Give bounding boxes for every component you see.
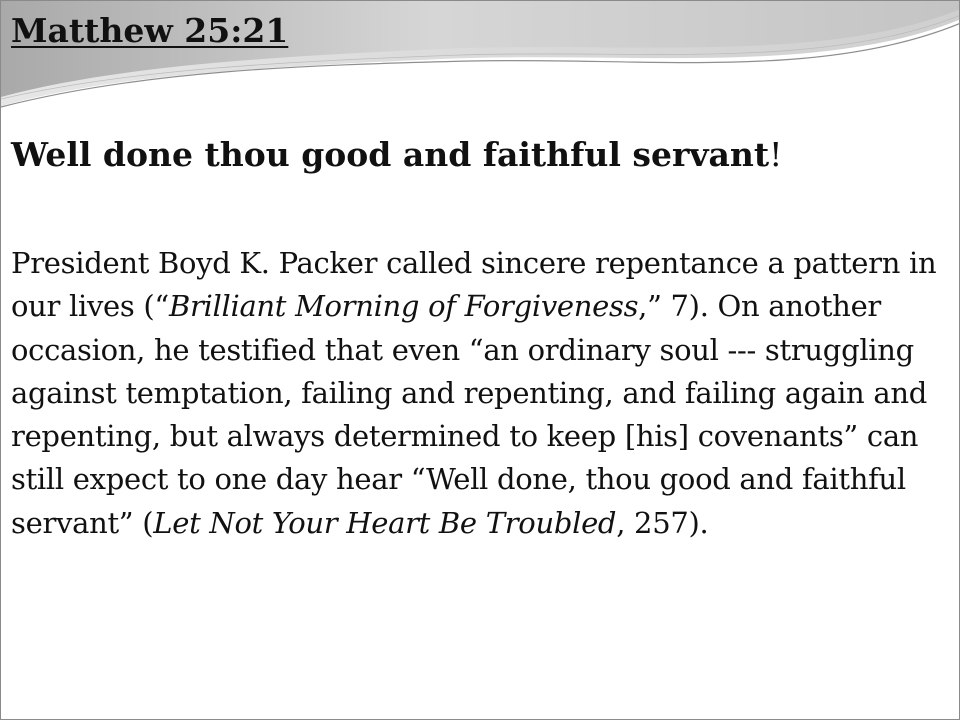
body-citation-2: Let Not Your Heart Be Troubled [153,505,617,540]
body-text-part1: President Boyd K. Packer called sincere repentance a pattern in our lives (“ [11,246,937,324]
slide-subtitle [11,135,782,174]
body-text-part2: ,” 7). On another occasion, he testified that even “an ordinary soul --- struggling against temptation, failing and repenting, and failing again and repenting, but always determined to keep [his] covenants” can still expect to one day hear “Well done, thou good and faithful servant” ( [11,289,927,540]
body-text-part3: , 257). [616,505,709,540]
subtitle-bold-text: Well done thou good and faithful servant [11,135,770,174]
slide-title: Matthew 25:21 [11,11,289,50]
subtitle-punctuation: ! [769,135,783,174]
body-paragraph [11,242,946,545]
body-citation-1: Brilliant Morning of Forgiveness [168,289,639,324]
